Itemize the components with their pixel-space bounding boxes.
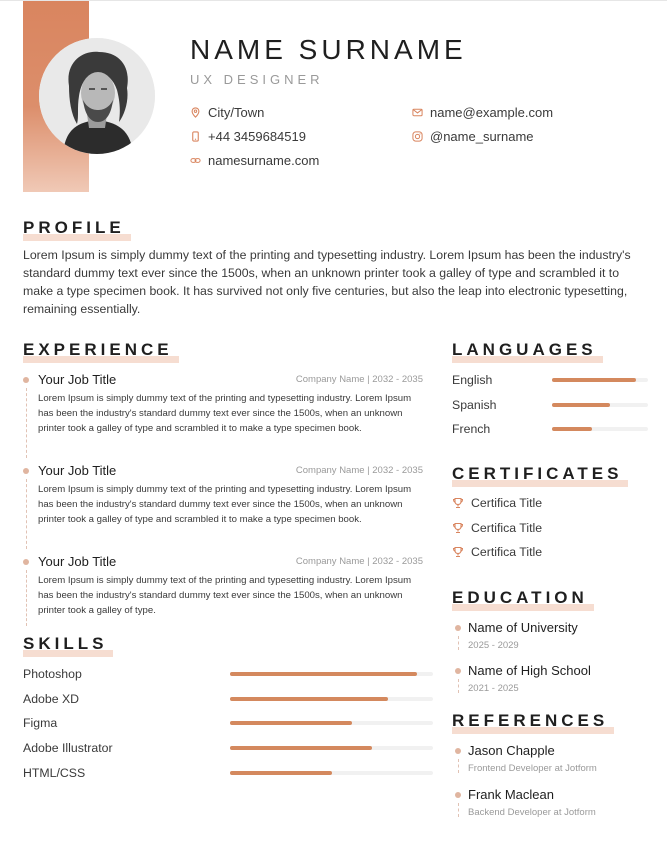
- skill-bar-fill: [230, 771, 332, 775]
- profile-photo-image: [39, 38, 155, 154]
- phone-icon: [190, 131, 201, 142]
- skill-row: [23, 667, 433, 681]
- job-title: Your Job Title: [38, 372, 117, 387]
- job-description: Lorem Ipsum is simply dummy text of the printing and typesetting industry. Lorem Ipsum has been the industry's standard dummy text ever since the 1500s, when an unknown printer took a galley of type.: [38, 575, 412, 616]
- school-years: 2025 - 2029: [468, 640, 519, 651]
- mail-icon: [412, 107, 423, 118]
- job-title: Your Job Title: [38, 463, 117, 478]
- certificate-item: [452, 521, 542, 535]
- language-bar-fill: [552, 403, 610, 407]
- skill-bar-track: [230, 672, 433, 676]
- education-item: [455, 620, 650, 656]
- timeline-dot: [455, 748, 461, 754]
- profile-photo: [39, 38, 155, 154]
- timeline-line: [458, 803, 459, 817]
- timeline-dot: [23, 377, 29, 383]
- link-icon: [190, 155, 201, 166]
- language-bar-track: [552, 378, 648, 382]
- skill-label: Photoshop: [23, 667, 82, 681]
- job-role: UX DESIGNER: [190, 72, 324, 87]
- language-bar-fill: [552, 378, 636, 382]
- language-label: English: [452, 373, 493, 387]
- certificate-title: Certifica Title: [471, 545, 543, 559]
- contact-location: [190, 105, 264, 120]
- reference-role: Frontend Developer at Jotform: [468, 763, 597, 774]
- timeline-line: [26, 570, 27, 626]
- website-text[interactable]: namesurname.com: [208, 153, 320, 168]
- education-item: [455, 663, 650, 699]
- job-title: Your Job Title: [38, 554, 117, 569]
- school-name: Name of University: [468, 620, 578, 635]
- trophy-icon: [452, 546, 464, 558]
- language-row: [452, 422, 648, 436]
- language-label: French: [452, 422, 491, 436]
- instagram-icon: [412, 131, 423, 142]
- certificate-item: [452, 496, 542, 510]
- job-description: Lorem Ipsum is simply dummy text of the printing and typesetting industry. Lorem Ipsum has been the industry's standard dummy text ever since the 1500s, when an unknown printer took a galley of type and scrambled it to make a type specimen book.: [38, 484, 412, 525]
- contact-instagram[interactable]: [412, 129, 534, 144]
- timeline-line: [458, 759, 459, 773]
- location-pin-icon: [190, 107, 201, 118]
- contact-website[interactable]: [190, 153, 319, 168]
- language-bar-track: [552, 427, 648, 431]
- certificates-heading: CERTIFICATES: [452, 464, 628, 484]
- skill-row: [23, 716, 433, 730]
- school-years: 2021 - 2025: [468, 683, 519, 694]
- reference-item: [455, 743, 650, 779]
- skill-bar-track: [230, 721, 433, 725]
- profile-heading: PROFILE: [23, 218, 131, 238]
- timeline-line: [458, 679, 459, 693]
- timeline-dot: [455, 792, 461, 798]
- top-divider: [0, 0, 667, 1]
- skill-row: [23, 766, 433, 780]
- timeline-dot: [23, 468, 29, 474]
- full-name: NAME SURNAME: [190, 34, 467, 65]
- skill-bar-track: [230, 697, 433, 701]
- skill-row: [23, 741, 433, 755]
- trophy-icon: [452, 522, 464, 534]
- education-heading: EDUCATION: [452, 588, 594, 608]
- references-heading: REFERENCES: [452, 711, 614, 731]
- skill-row: [23, 692, 433, 706]
- language-bar-fill: [552, 427, 592, 431]
- languages-heading: LANGUAGES: [452, 340, 603, 360]
- timeline-dot: [23, 559, 29, 565]
- trophy-icon: [452, 497, 464, 509]
- contact-email[interactable]: [412, 105, 553, 120]
- experience-heading: EXPERIENCE: [23, 340, 179, 360]
- timeline-dot: [455, 625, 461, 631]
- skill-bar-fill: [230, 697, 388, 701]
- language-label: Spanish: [452, 398, 497, 412]
- skill-label: HTML/CSS: [23, 766, 86, 780]
- timeline-line: [26, 388, 27, 458]
- skill-bar-track: [230, 746, 433, 750]
- reference-name: Frank Maclean: [468, 787, 554, 802]
- experience-item: [23, 463, 423, 548]
- experience-item: [23, 372, 423, 457]
- skill-label: Adobe Illustrator: [23, 741, 113, 755]
- skill-bar-fill: [230, 672, 417, 676]
- contact-phone: [190, 129, 306, 144]
- skills-heading: SKILLS: [23, 634, 113, 654]
- language-bar-track: [552, 403, 648, 407]
- skill-bar-fill: [230, 746, 372, 750]
- experience-item: [23, 554, 423, 624]
- skill-bar-fill: [230, 721, 352, 725]
- reference-name: Jason Chapple: [468, 743, 555, 758]
- timeline-line: [26, 479, 27, 549]
- reference-role: Backend Developer at Jotform: [468, 807, 596, 818]
- certificate-item: [452, 545, 542, 559]
- skill-label: Adobe XD: [23, 692, 80, 706]
- location-text: City/Town: [208, 105, 265, 120]
- skill-bar-track: [230, 771, 433, 775]
- language-row: [452, 398, 648, 412]
- job-description: Lorem Ipsum is simply dummy text of the printing and typesetting industry. Lorem Ipsum has been the industry's standard dummy text ever since the 1500s, when an unknown printer took a galley of type and scrambled it to make a type specimen book.: [38, 393, 412, 434]
- reference-item: [455, 787, 650, 823]
- certificate-title: Certifica Title: [471, 496, 543, 510]
- phone-text: +44 3459684519: [208, 129, 306, 144]
- certificate-title: Certifica Title: [471, 521, 543, 535]
- timeline-line: [458, 636, 459, 650]
- job-meta: Company Name | 2032 - 2035: [295, 465, 423, 476]
- school-name: Name of High School: [468, 663, 591, 678]
- job-meta: Company Name | 2032 - 2035: [295, 556, 423, 567]
- timeline-dot: [455, 668, 461, 674]
- job-meta: Company Name | 2032 - 2035: [295, 374, 423, 385]
- profile-text: Lorem Ipsum is simply dummy text of the printing and typesetting industry. Lorem Ipsum has been the industry's standard dummy text ever since the 1500s, when an unknown printer took a galley of type and scrambled it to make a type specimen book. It has survived not only five centuries, but also the leap into electronic typesetting, remaining essentially.: [23, 248, 631, 316]
- language-row: [452, 373, 648, 387]
- skill-label: Figma: [23, 716, 58, 730]
- email-text[interactable]: name@example.com: [430, 105, 554, 120]
- instagram-text[interactable]: @name_surname: [430, 129, 534, 144]
